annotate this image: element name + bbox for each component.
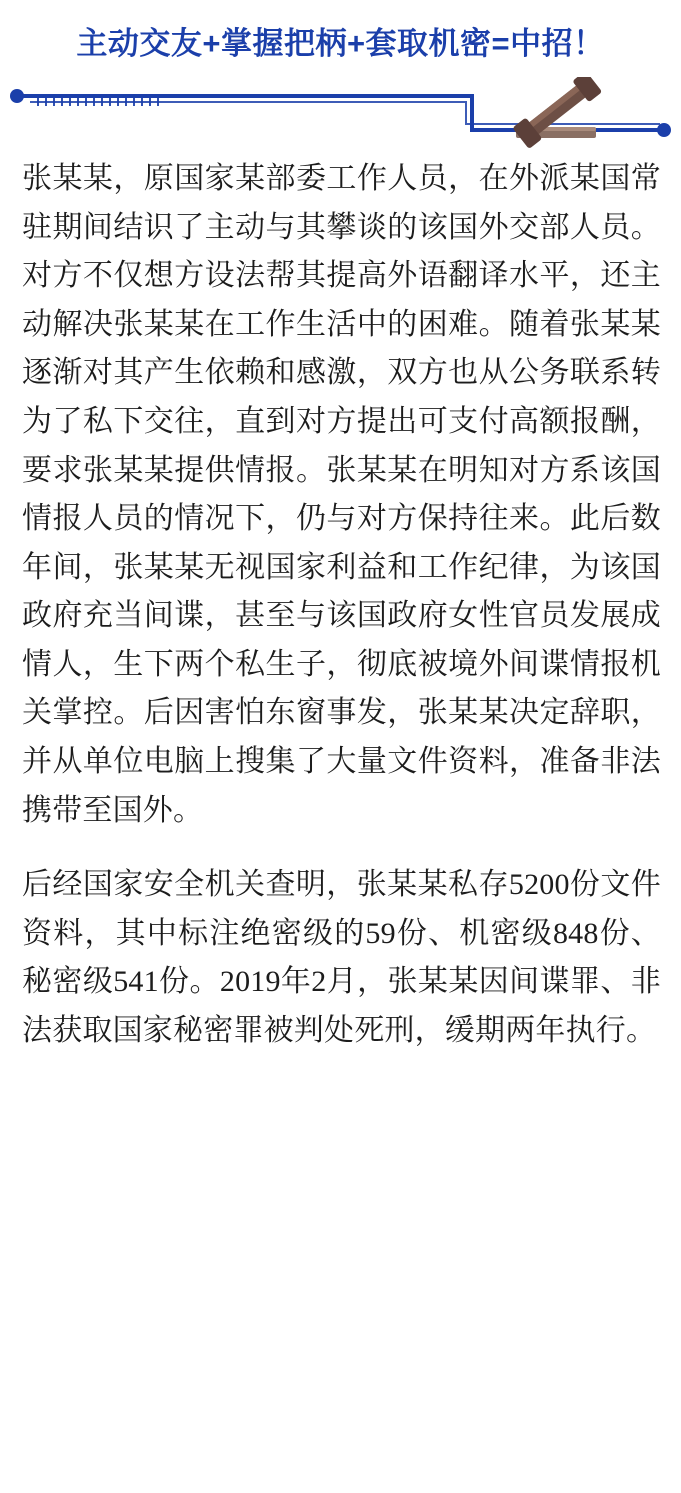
page-title: 主动交友+掌握把柄+套取机密=中招！ (76, 26, 605, 61)
article-paragraph-2: 后经国家安全机关查明，张某某私存5200份文件资料，其中标注绝密级的59份、机密级848份、秘密级541份。2019年2月，张某某因间谍罪、非法获取国家秘密罪被判处死刑，缓期两年执行。 (22, 868, 661, 1048)
article-paragraph-1: 张某某，原国家某部委工作人员，在外派某国常驻期间结识了主动与其攀谈的该国外交部人员。对方不仅想方设法帮其提高外语翻译水平，还主动解决张某某在工作生活中的困难。随着张某某逐渐对其产生依赖和感激，双方也从公务联系转为了私下交往，直到对方提出可支付高额报酬，要求张某某提供情报。张某某在明知对方系该国情报人员的情况下，仍与对方保持往来。此后数年间，张某某无视国家利益和工作纪律，为该国政府充当间谍，甚至与该国政府女性官员发展成情人，生下两个私生子，彻底被境外间谍情报机关掌控。后因害怕东窗事发，张某某决定辞职，并从单位电脑上搜集了大量文件资料，准备非法携带至国外。 (22, 161, 661, 827)
article-body (0, 151, 681, 1086)
gavel-icon (512, 77, 602, 149)
divider-graphic (0, 77, 681, 151)
decorative-divider (0, 77, 681, 151)
title-block (0, 0, 681, 67)
